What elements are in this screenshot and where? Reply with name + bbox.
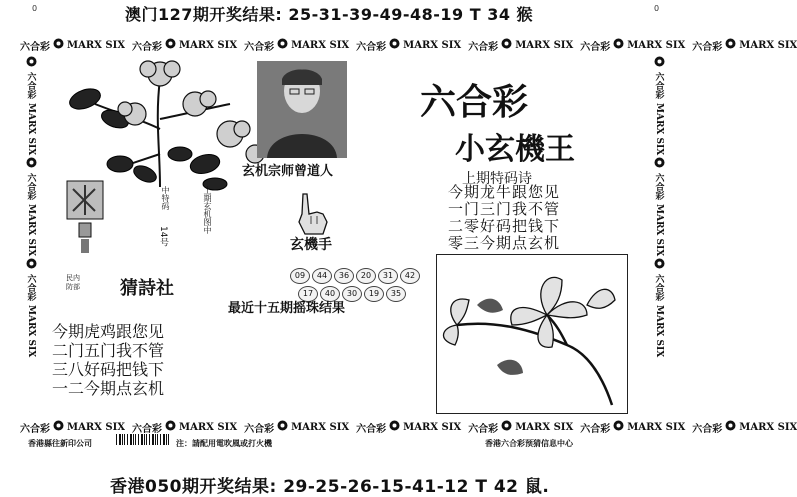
border-unit: [356, 420, 461, 435]
border-brand-text: MARX SIX: [403, 39, 462, 51]
border-unit: [244, 420, 349, 435]
lottery-sheet: [20, 34, 797, 448]
magnolia-picture: [436, 254, 628, 414]
border-brand-text: MARX SIX: [515, 421, 574, 433]
border-unit: [468, 420, 573, 435]
border-cn-text: 六合彩: [653, 173, 664, 201]
border-brand-text: MARX SIX: [739, 421, 797, 433]
border-cn-text: 六合彩: [653, 72, 664, 99]
flower-icon: [277, 38, 288, 52]
flower-icon: [725, 420, 736, 434]
border-brand-text: MARX SIX: [67, 39, 126, 51]
border-cn-text: 六合彩: [132, 41, 163, 53]
title-main: 六合彩: [420, 81, 529, 123]
flower-icon: [501, 38, 512, 52]
border-cn-text: 六合彩: [580, 41, 611, 53]
lucky-number-ball: 31: [378, 268, 398, 284]
lucky-number-ball: 17: [298, 286, 318, 302]
flower-icon: [389, 38, 400, 52]
recent-results-label: 最近十五期摇珠结果: [228, 301, 346, 316]
previous-poem-title: 上期特码诗: [462, 171, 532, 187]
club-label: 猜詩社: [120, 278, 174, 299]
border-cn-text: 六合彩: [653, 274, 664, 302]
club-side-text: [66, 274, 80, 292]
border-unit: [692, 420, 797, 435]
border-cn-text: 六合彩: [244, 423, 275, 435]
lucky-number-ball: 19: [364, 286, 384, 302]
previous-poem-box: [440, 168, 630, 252]
flower-icon: [613, 420, 624, 434]
flower-icon: [613, 38, 624, 52]
previous-poem-line: 今期龙牛跟您见: [448, 183, 561, 201]
border-unit: [580, 420, 685, 435]
flower-icon: [654, 258, 665, 272]
main-poem-line: 三八好码把钱下: [52, 360, 165, 379]
border-brand-text: MARX SIX: [739, 39, 797, 51]
previous-poem-line: 零三今期点玄机: [448, 234, 561, 252]
border-brand-text: MARX SIX: [67, 421, 126, 433]
border-brand-text: MARX SIX: [26, 103, 36, 156]
flower-icon: [725, 38, 736, 52]
border-cn-text: 六合彩: [25, 274, 36, 302]
border-brand-text: MARX SIX: [627, 421, 686, 433]
border-brand-text: MARX SIX: [26, 204, 36, 257]
border-cn-text: 六合彩: [25, 72, 36, 99]
magnolia-flower-icon: [437, 255, 627, 413]
lucky-number-ball: 20: [356, 268, 376, 284]
border-cn-text: 六合彩: [468, 41, 499, 53]
code-label: 中特码: [161, 186, 170, 210]
border-cn-text: 六合彩: [356, 41, 387, 53]
lucky-number-ball: 30: [342, 286, 362, 302]
footer-right: 香港六合彩预猜信息中心: [485, 439, 573, 448]
border-unit: [468, 38, 573, 53]
border-unit: [580, 38, 685, 53]
border-right: [650, 56, 668, 414]
lucky-number-ball: 36: [334, 268, 354, 284]
border-brand-text: MARX SIX: [654, 305, 664, 358]
border-brand-text: MARX SIX: [654, 204, 664, 257]
border-brand-text: MARX SIX: [654, 103, 664, 156]
title-sub: 小玄機王: [455, 132, 575, 167]
flower-icon: [53, 38, 64, 52]
hongkong-result-line: 香港050期开奖结果: 29-25-26-15-41-12 T 42 鼠.: [110, 477, 550, 497]
previous-poem-line: 二零好码把钱下: [448, 217, 561, 235]
flower-icon: [165, 38, 176, 52]
main-poem-line: 二门五门我不管: [52, 341, 165, 360]
flower-icon: [654, 56, 665, 70]
footer-left: 香港縣往新印公司: [28, 439, 92, 448]
border-left: [22, 56, 40, 414]
border-brand-text: MARX SIX: [291, 39, 350, 51]
border-cn-text: 六合彩: [244, 41, 275, 53]
portrait-photo: [257, 61, 347, 158]
border-cn-text: 六合彩: [468, 423, 499, 435]
flower-icon: [53, 420, 64, 434]
club-side-line: 民内: [66, 274, 80, 282]
flower-icon: [26, 258, 37, 272]
border-top: [20, 34, 797, 56]
lucky-number-ball: 35: [386, 286, 406, 302]
hand-label: 玄機手: [290, 237, 332, 253]
club-side-line: 防部: [66, 283, 80, 291]
portrait-caption: 玄机宗师曾道人: [242, 164, 334, 179]
lucky-number-ball: 40: [320, 286, 340, 302]
border-unit: [356, 38, 461, 53]
border-unit: [244, 38, 349, 53]
main-poem-line: 今期虎鸡跟您见: [52, 322, 165, 341]
border-cn-text: 六合彩: [25, 173, 36, 201]
border-brand-text: MARX SIX: [26, 305, 36, 358]
border-cn-text: 六合彩: [580, 423, 611, 435]
man-portrait-icon: [257, 61, 347, 158]
border-cn-text: 六合彩: [20, 41, 50, 53]
border-brand-text: MARX SIX: [179, 421, 238, 433]
border-brand-text: MARX SIX: [291, 421, 350, 433]
flower-icon: [165, 420, 176, 434]
flower-icon: [277, 420, 288, 434]
border-brand-text: MARX SIX: [403, 421, 462, 433]
seal-stamp-icon: [65, 179, 105, 254]
border-unit: [20, 38, 125, 53]
main-poem-line: 一二今期点玄机: [52, 379, 165, 398]
flower-icon: [501, 420, 512, 434]
code-number: 14号: [158, 226, 168, 247]
flower-icon: [654, 157, 665, 171]
border-cn-text: 六合彩: [356, 423, 387, 435]
macau-result-line: 澳门127期开奖结果: 25-31-39-49-48-19 T 34 猴: [125, 5, 534, 24]
flower-icon: [26, 56, 37, 70]
pointing-hand-icon: [293, 192, 333, 236]
border-brand-text: MARX SIX: [515, 39, 574, 51]
flower-icon: [26, 157, 37, 171]
footer-note: 注：請配用電吹風或打火機: [176, 439, 272, 448]
border-cn-text: 六合彩: [20, 423, 50, 435]
lucky-number-ball: 09: [290, 268, 310, 284]
border-unit: [132, 420, 237, 435]
border-brand-text: MARX SIX: [627, 39, 686, 51]
corner-mark-top-left: 0: [32, 4, 38, 13]
border-cn-text: 六合彩: [692, 423, 723, 435]
border-unit: [132, 38, 237, 53]
flower-icon: [389, 420, 400, 434]
previous-poem-line: 一门三门我不管: [448, 200, 561, 218]
lucky-number-ball: 44: [312, 268, 332, 284]
border-brand-text: MARX SIX: [179, 39, 238, 51]
border-unit: [20, 420, 125, 435]
corner-mark-top-right: 0: [654, 4, 660, 13]
border-unit: [692, 38, 797, 53]
border-cn-text: 六合彩: [132, 423, 163, 435]
lucky-number-ball: 42: [400, 268, 420, 284]
border-cn-text: 六合彩: [692, 41, 723, 53]
vertical-note: 上期玄机图中: [203, 186, 212, 234]
barcode-icon: [116, 434, 172, 448]
